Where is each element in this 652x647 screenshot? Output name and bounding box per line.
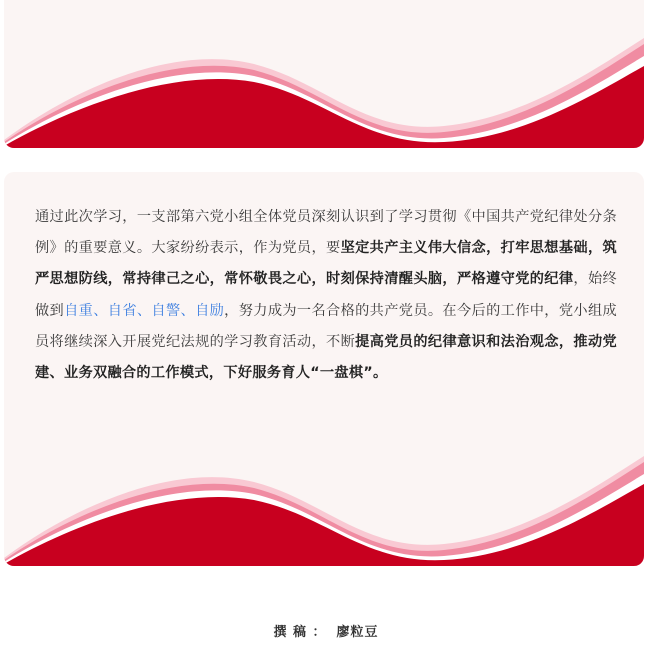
article-card — [4, 172, 644, 566]
credit-label: 撰 稿 ： — [273, 625, 327, 640]
emphasis-text: 坚定共产主义伟大信念，打牢思想基础，筑严思想防线，常持律己之心，常怀敬畏之心，时刻保持清醒头脑，严格遵守党的纪律 — [35, 240, 617, 288]
emphasis-text: 提高党员的纪律意识和法治观念，推动党建、业务双融合的工作模式，下好服务育人“一盘棋”。 — [35, 333, 617, 382]
red-wave-decoration — [4, 448, 644, 566]
credit-author: 廖粒豆 — [336, 625, 379, 640]
article-paragraph — [35, 202, 617, 389]
highlight-text: 自重、自省、自警、自励 — [64, 302, 225, 319]
author-credit — [0, 621, 652, 640]
red-wave-decoration — [4, 30, 644, 148]
paragraph-text: ，始终做到 — [35, 271, 617, 319]
paragraph-text: ，努力成为一名合格的共产党员。在今后的工作中，党小组成员将继续深入开展党纪法规的学习教育活动，不断 — [35, 302, 617, 350]
paragraph-text: 通过此次学习，一支部第六党小组全体党员深刻认识到了学习贯彻《中国共产党纪律处分条例》的重要意义。大家纷纷表示，作为党员，要 — [35, 209, 617, 257]
top-decor-card — [4, 0, 644, 148]
